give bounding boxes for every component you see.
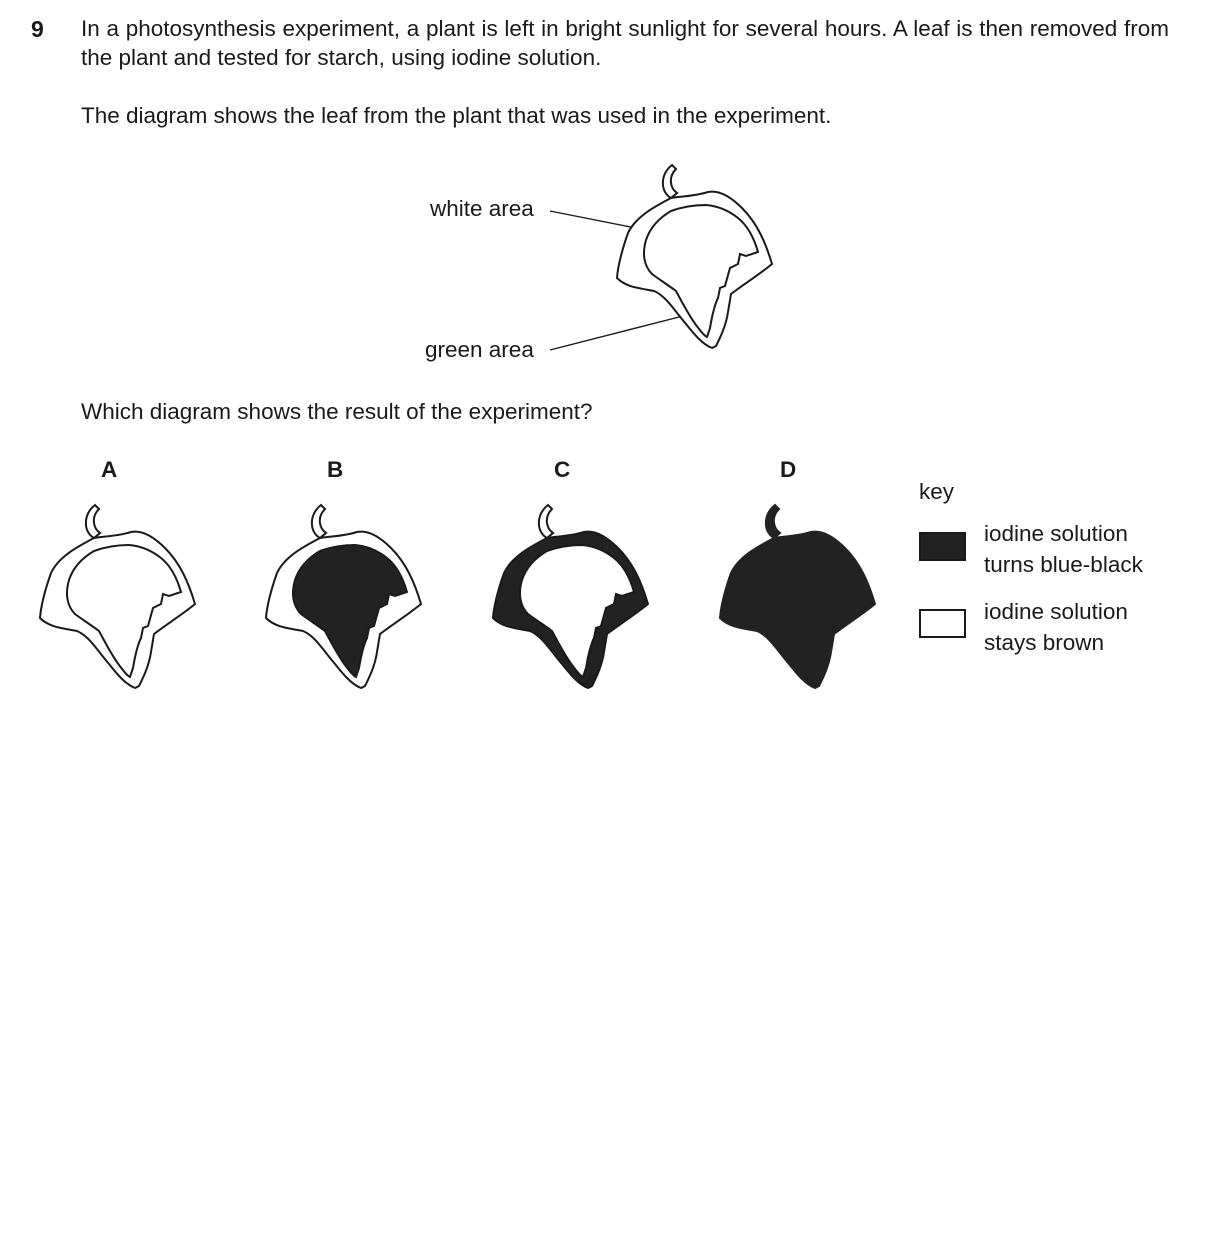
option-a-label: A <box>101 457 118 482</box>
option-d-stalk <box>766 505 780 538</box>
key-text-brown <box>984 596 1204 658</box>
option-a-drawing <box>40 505 195 688</box>
diagram-description: The diagram shows the leaf from the plant that was used in the experiment. <box>81 103 832 128</box>
option-d-label: D <box>780 457 797 482</box>
option-c-leaf[interactable] <box>490 500 660 700</box>
option-b-label: B <box>327 457 344 482</box>
option-a-leaf[interactable] <box>37 500 207 700</box>
white-area-label: white area <box>430 196 534 221</box>
leaf-diagram <box>0 0 1209 400</box>
key-text-blue-black-line1: iodine solution <box>984 521 1128 546</box>
green-area-leader-line <box>550 316 683 350</box>
key-title: key <box>919 479 955 504</box>
question-number: 9 <box>31 16 44 42</box>
question-intro: In a photosynthesis experiment, a plant is left in bright sunlight for several hours. A leaf is then removed from the plant and tested for starch, using iodine solution. <box>81 16 1169 70</box>
green-area-label: green area <box>425 337 534 362</box>
option-b-drawing <box>266 505 421 688</box>
key-text-brown-line2: stays brown <box>984 630 1105 655</box>
option-d-outer <box>720 532 875 688</box>
key-text-blue-black <box>984 518 1204 580</box>
option-c-drawing <box>493 505 648 688</box>
key-swatch-brown <box>919 609 966 638</box>
option-c-stalk <box>539 505 553 538</box>
question-prompt: Which diagram shows the result of the experiment? <box>81 399 593 424</box>
leaf-stalk <box>663 165 677 198</box>
leaf-drawing <box>617 165 772 348</box>
option-c-label: C <box>554 457 571 482</box>
key-text-blue-black-line2: turns blue-black <box>984 552 1143 577</box>
option-b-leaf[interactable] <box>263 500 433 700</box>
key-text-brown-line1: iodine solution <box>984 599 1128 624</box>
option-d-drawing <box>720 505 875 688</box>
option-d-leaf[interactable] <box>717 500 887 700</box>
option-a-stalk <box>86 505 100 538</box>
key-swatch-blue-black <box>919 532 966 561</box>
option-b-stalk <box>312 505 326 538</box>
